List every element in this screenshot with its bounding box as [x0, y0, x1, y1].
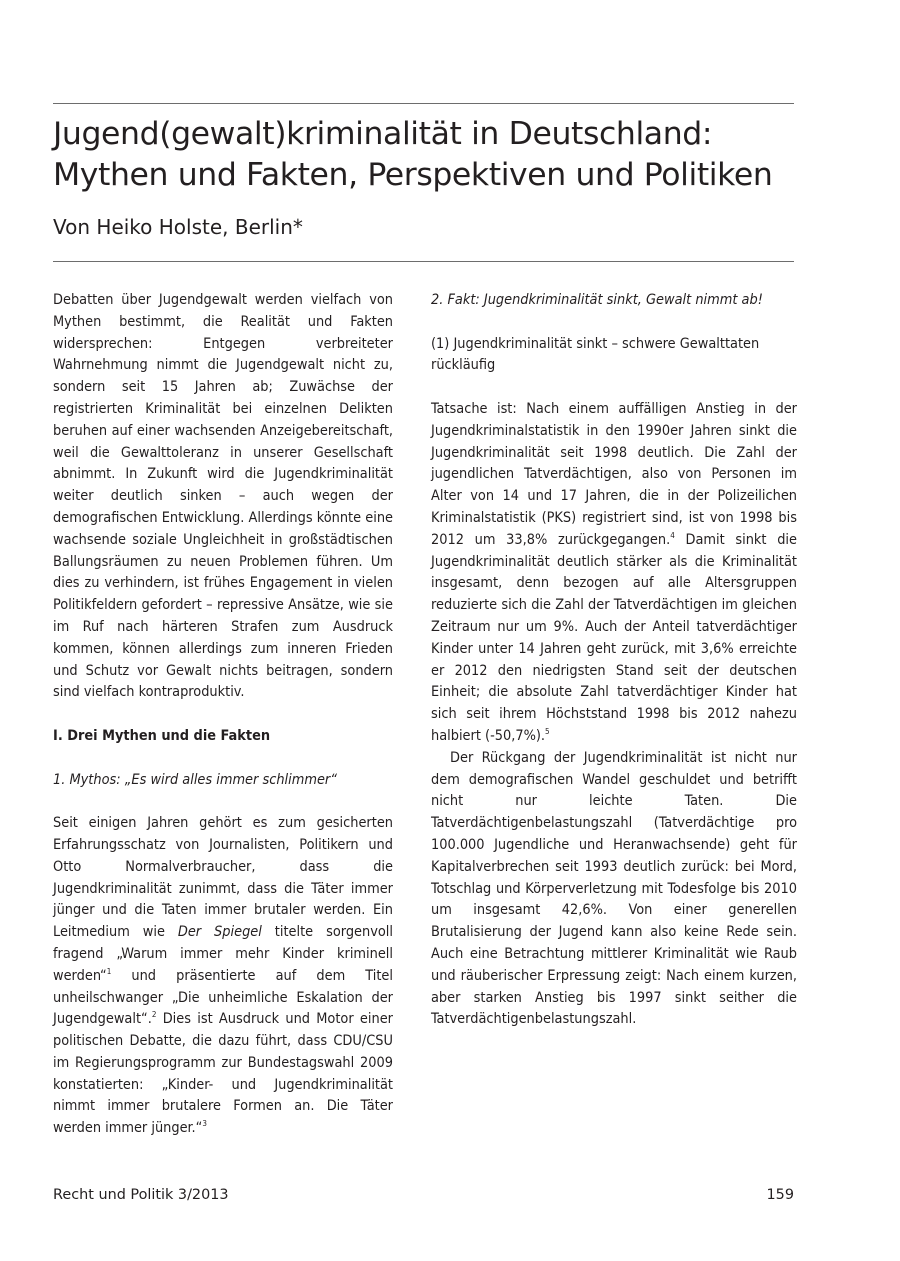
- myth-paragraph: [53, 813, 393, 1140]
- title-line-2: Mythen und Fakten, Perspektiven und Politiken: [53, 157, 773, 193]
- fact-text-a: Tatsache ist: Nach einem auffälligen Anstieg in der Jugendkriminalstatistik in den 1990er Jahren sinkt die Jugendkriminalität seit 1998 deutlich. Die Zahl der jugendlichen Tatverdächtigen, also von Personen im Alter von 14 und 17 Jahren, die in der Polizeilichen Kriminalstatistik (PKS) registriert sind, ist von 1998 bis 2012 um 33,8% zurückgegangen.: [431, 400, 797, 548]
- myth-text-b: titelte sorgenvoll fragend „Warum immer mehr Kinder kriminell werden“: [53, 924, 393, 984]
- left-column: [53, 290, 393, 1140]
- footnote-ref-5[interactable]: 5: [545, 726, 550, 736]
- author-byline: Von Heiko Holste, Berlin*: [53, 215, 303, 239]
- article-title: [53, 114, 813, 196]
- title-line-1: Jugend(gewalt)kriminalität in Deutschland:: [53, 116, 713, 152]
- spiegel-title: Der Spiegel: [177, 924, 262, 941]
- header-bottom-rule: [53, 261, 794, 262]
- fact-paragraph-2: Der Rückgang der Jugendkriminalität ist nicht nur dem demografischen Wandel geschuldet und betrifft nicht nur leichte Taten. Die Tatverdächtigenbelastungszahl (Tatverdächtige pro 100.000 Jugendliche und Heranwachsende) geht für Kapitalverbrechen seit 1993 deutlich zurück: bei Mord, Totschlag und Körperverletzung mit Todesfolge bis 2010 um insgesamt 42,6%. Von einer generellen Brutalisierung der Jugend kann also keine Rede sein. Auch eine Betrachtung mittlerer Kriminalität wie Raub und räuberischer Erpressung zeigt: Nach einem kurzen, aber starken Anstieg bis 1997 sinkt seither die Tatverdächtigenbelastungszahl.: [431, 749, 797, 1028]
- minor-heading: (1) Jugendkriminalität sinkt – schwere Gewalttaten rückläufig: [431, 335, 760, 374]
- right-column: [431, 290, 797, 1031]
- footnote-ref-1[interactable]: 1: [106, 966, 112, 976]
- myth-text-a: Seit einigen Jahren gehört es zum gesicherten Erfahrungsschatz von Journalisten, Politikern und Otto Normalverbraucher, dass die Jugendkriminalität zunimmt, dass die Täter immer jünger und die Taten immer brutaler werden. Ein Leitmedium wie: [53, 815, 393, 941]
- top-rule: [53, 103, 794, 104]
- myth-text-c: und präsentierte auf dem Titel unheilschwanger „Die unheimliche Eskalation der Jugendgewalt“.: [53, 967, 393, 1028]
- page-number: 159: [766, 1187, 794, 1203]
- journal-footer: Recht und Politik 3/2013: [53, 1187, 229, 1203]
- myth-subheading: 1. Mythos: „Es wird alles immer schlimmer“: [53, 771, 337, 788]
- myth-text-d: Dies ist Ausdruck und Motor einer politischen Debatte, die dazu führt, dass CDU/CSU im Regierungsprogramm zur Bundestagswahl 2009 konstatierten: „Kinder- und Jugendkriminalität nimmt immer brutalere Formen an. Die Täter werden immer jünger.“: [53, 1011, 393, 1137]
- abstract-paragraph: Debatten über Jugendgewalt werden vielfach von Mythen bestimmt, die Realität und Fakten widersprechen: Entgegen verbreiteter Wahrnehmung nimmt die Jugendgewalt nicht zu, sondern seit 15 Jahren ab; Zuwächse der registrierten Kriminalität bei einzelnen Delikten beruhen auf einer wachsenden Anzeigebereitschaft, weil die Gewalttoleranz in unserer Gesellschaft abnimmt. In Zukunft wird die Jugendkriminalität weiter deutlich sinken – auch wegen der demografischen Entwicklung. Allerdings könnte eine wachsende soziale Ungleichheit in großstädtischen Ballungsräumen zu neuen Problemen führen. Um dies zu verhindern, ist frühes Engagement in vielen Politikfeldern gefordert – repressive Ansätze, wie sie im Ruf nach härteren Strafen zum Ausdruck kommen, können allerdings zum inneren Frieden und Schutz vor Gewalt nichts beitragen, sondern sind vielfach kontraproduktiv.: [53, 292, 393, 701]
- footnote-ref-2[interactable]: 2: [151, 1010, 157, 1020]
- fact-paragraph-1: [431, 399, 797, 748]
- fact-subheading: 2. Fakt: Jugendkriminalität sinkt, Gewalt nimmt ab!: [431, 292, 763, 308]
- section-heading: I. Drei Mythen und die Fakten: [53, 727, 271, 744]
- footnote-ref-4[interactable]: 4: [670, 530, 675, 540]
- fact-text-b: Damit sinkt die Jugendkriminalität deutlich stärker als die Kriminalität insgesamt, denn bezogen auf alle Altersgruppen reduzierte sich die Zahl der Tatverdächtigen im gleichen Zeitraum nur um 9%. Auch der Anteil tatverdächtiger Kinder unter 14 Jahren geht zurück, mit 3,6% erreichte er 2012 den niedrigsten Stand seit der deutschen Einheit; die absolute Zahl tatverdächtiger Kinder hat sich seit ihrem Höchststand 1998 bis 2012 nahezu halbiert (-50,7%).: [431, 531, 797, 744]
- footnote-ref-3[interactable]: 3: [202, 1119, 207, 1129]
